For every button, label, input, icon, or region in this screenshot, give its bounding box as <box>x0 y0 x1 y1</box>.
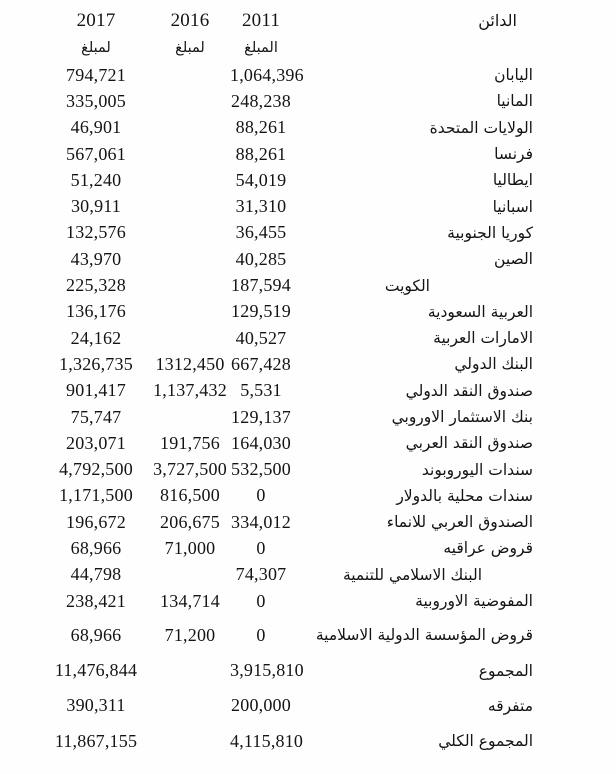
creditor-name: الكويت <box>384 276 430 295</box>
table-row <box>0 378 616 404</box>
cell-2011: 129,519 <box>231 301 291 322</box>
cell-2016: 206,675 <box>160 511 220 532</box>
table-row <box>0 693 616 719</box>
amount-label-2016: لمبلغ <box>175 39 205 56</box>
cell-2011: 187,594 <box>231 275 291 296</box>
creditor-name: الولايات المتحدة <box>429 118 533 137</box>
cell-2016: 1312,450 <box>155 353 225 374</box>
cell-2011: 74,307 <box>235 564 287 585</box>
table-row <box>0 246 616 272</box>
creditor-name: البنك الدولي <box>454 355 533 374</box>
cell-2017: 68,966 <box>70 624 122 645</box>
creditor-name: الصين <box>494 250 533 269</box>
cell-2017: 901,417 <box>66 380 126 401</box>
creditor-name: بنك الاستثمار الاوروبي <box>391 408 533 426</box>
cell-2017: 24,162 <box>70 327 122 348</box>
cell-2016: 191,756 <box>160 432 220 453</box>
cell-2011: 5,531 <box>240 380 282 401</box>
cell-2017: 794,721 <box>66 64 126 85</box>
cell-2011: 40,527 <box>235 327 287 348</box>
cell-2017: 75,747 <box>70 406 122 427</box>
table-row <box>0 483 616 509</box>
creditor-name: البنك الاسلامي للتنمية <box>342 565 482 584</box>
table-row <box>0 220 616 246</box>
year-header-2016: 2016 <box>170 9 210 31</box>
creditor-name: فرنسا <box>494 145 533 164</box>
creditor-name: اليابان <box>494 66 533 85</box>
table-row <box>0 430 616 456</box>
creditor-name: اسبانيا <box>492 197 533 216</box>
cell-2011: 164,030 <box>231 432 291 453</box>
creditor-name: الامارات العربية <box>433 329 533 348</box>
table-row <box>0 562 616 588</box>
cell-2011: 0 <box>256 485 266 506</box>
cell-2017: 238,421 <box>66 590 126 611</box>
cell-2017: 1,326,735 <box>59 353 133 374</box>
amount-label-2011: المبلغ <box>244 39 278 56</box>
table-row <box>0 535 616 561</box>
cell-2011: 54,019 <box>235 169 287 190</box>
cell-2016: 134,714 <box>160 590 220 611</box>
table-row <box>0 193 616 219</box>
cell-2017: 567,061 <box>66 143 126 164</box>
cell-2017: 11,867,155 <box>54 730 138 751</box>
table-row <box>0 622 616 648</box>
table-row <box>0 404 616 430</box>
cell-2017: 1,171,500 <box>59 485 133 506</box>
table-row-total <box>0 728 616 754</box>
cell-2017: 390,311 <box>66 695 126 716</box>
cell-2017: 203,071 <box>66 432 126 453</box>
cell-2016: 71,000 <box>164 537 216 558</box>
cell-2011: 0 <box>256 624 266 645</box>
cell-2016: 3,727,500 <box>153 459 227 480</box>
creditor-name: كوريا الجنوبية <box>447 223 533 242</box>
cell-2011: 88,261 <box>235 117 287 138</box>
creditor-name: سندات اليوروبوند <box>421 460 533 479</box>
creditor-name: المانيا <box>496 92 533 111</box>
cell-2016: 1,137,432 <box>153 380 227 401</box>
cell-2011: 1,064,396 <box>230 64 304 85</box>
cell-2011: 0 <box>256 590 266 611</box>
table-row-total <box>0 658 616 684</box>
table-row <box>0 272 616 298</box>
cell-2011: 40,285 <box>235 248 287 269</box>
table-row <box>0 351 616 377</box>
cell-2017: 4,792,500 <box>59 459 133 480</box>
cell-2017: 30,911 <box>70 196 122 217</box>
cell-2011: 532,500 <box>231 459 291 480</box>
creditor-name: المفوضية الاوروبية <box>415 592 533 611</box>
cell-2011: 200,000 <box>231 695 291 716</box>
cell-2017: 136,176 <box>66 301 126 322</box>
table-rows <box>0 62 616 754</box>
cell-2017: 11,476,844 <box>54 660 138 681</box>
table-row <box>0 167 616 193</box>
cell-2017: 132,576 <box>66 222 126 243</box>
cell-2017: 51,240 <box>70 169 122 190</box>
cell-2011: 31,310 <box>235 196 287 217</box>
creditor-column-header: الدائن <box>478 11 517 30</box>
table-row <box>0 115 616 141</box>
cell-2011: 36,455 <box>235 222 287 243</box>
table-header-amounts <box>0 34 616 61</box>
cell-2017: 196,672 <box>66 511 126 532</box>
creditor-name: صندوق النقد العربي <box>405 434 533 453</box>
table-row <box>0 588 616 614</box>
cell-2011: 0 <box>256 537 266 558</box>
creditor-name: الصندوق العربي للانماء <box>386 513 533 532</box>
cell-2011: 88,261 <box>235 143 287 164</box>
creditor-name: ايطاليا <box>492 171 533 190</box>
cell-2017: 68,966 <box>70 537 122 558</box>
cell-2011: 3,915,810 <box>230 660 304 681</box>
table-row <box>0 141 616 167</box>
creditor-name: قروض عراقيه <box>443 539 533 558</box>
creditor-name: المجموع <box>478 661 533 680</box>
table-row <box>0 509 616 535</box>
creditor-name: سندات محلية بالدولار <box>396 486 533 505</box>
creditor-name: متفرقه <box>487 696 533 715</box>
table-row <box>0 88 616 114</box>
table-row <box>0 299 616 325</box>
cell-2011: 248,238 <box>231 90 291 111</box>
table-row <box>0 456 616 482</box>
amount-label-2017: لمبلغ <box>81 39 111 56</box>
cell-2017: 335,005 <box>66 90 126 111</box>
year-header-2017: 2017 <box>76 9 116 31</box>
creditor-name: قروض المؤسسة الدولية الاسلامية <box>315 626 533 645</box>
cell-2011: 667,428 <box>231 353 291 374</box>
creditor-name: صندوق النقد الدولي <box>405 381 533 400</box>
cell-2016: 71,200 <box>164 624 216 645</box>
cell-2011: 334,012 <box>231 511 291 532</box>
year-header-2011: 2011 <box>241 9 281 31</box>
creditor-name: المجموع الكلي <box>438 732 533 751</box>
cell-2011: 4,115,810 <box>230 730 304 751</box>
cell-2011: 129,137 <box>231 406 291 427</box>
cell-2017: 43,970 <box>70 248 122 269</box>
cell-2017: 44,798 <box>70 564 122 585</box>
table-row <box>0 325 616 351</box>
cell-2017: 225,328 <box>66 275 126 296</box>
cell-2016: 816,500 <box>160 485 220 506</box>
document-page <box>0 7 616 774</box>
creditor-name: العربية السعودية <box>427 302 533 321</box>
cell-2017: 46,901 <box>70 117 122 138</box>
table-row <box>0 62 616 88</box>
table-header-years <box>0 7 616 34</box>
